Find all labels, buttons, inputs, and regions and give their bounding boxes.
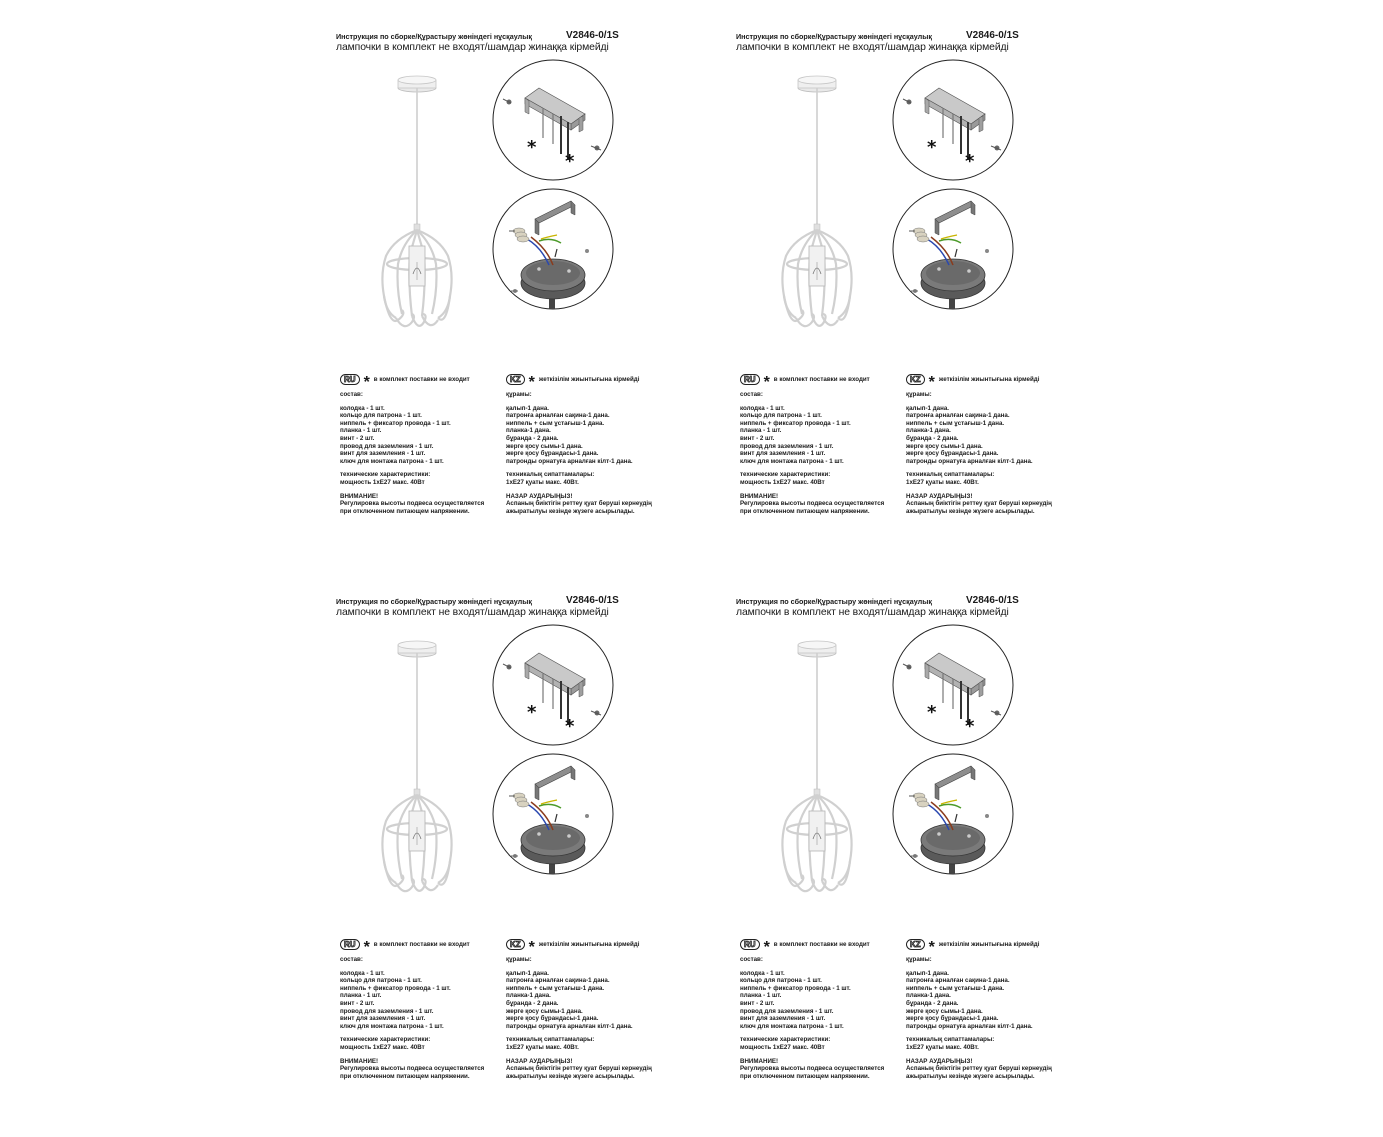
asterisk-marker: * (927, 702, 937, 723)
composition-title: состав: (740, 391, 763, 398)
list-item: винт - 2 шт. (740, 999, 775, 1007)
list-item: ниппель + сым ұстағыш-1 дана. (506, 984, 605, 992)
instructions-kz (506, 939, 676, 1086)
specs-block (906, 471, 1076, 486)
pendant-lamp-illustration (772, 74, 862, 354)
legend-kz (506, 938, 676, 956)
canopy-wiring-detail (491, 187, 615, 311)
warning-title: ВНИМАНИЕ! (340, 1057, 379, 1065)
list-item: кольцо для патрона - 1 шт. (340, 412, 422, 420)
sheet-subtitle: лампочки в комплект не входят/шамдар жинаққа кірмейді (736, 607, 1009, 618)
list-item: винт для заземления - 1 шт. (340, 1015, 426, 1023)
instructions-ru (740, 374, 910, 521)
list-item: ключ для монтажа патрона - 1 шт. (340, 457, 444, 465)
composition-block (506, 391, 676, 399)
composition-title: құрамы: (906, 956, 932, 963)
warning-text: ажыратылуы кезінде жүзеге асырылады. (506, 507, 635, 515)
legend-kz (506, 373, 676, 391)
specs-value: 1хЕ27 қуаты макс. 40Вт. (906, 1043, 979, 1051)
list-item: қалып-1 дана. (906, 969, 949, 977)
composition-title: состав: (340, 956, 363, 963)
list-item: винт - 2 шт. (340, 999, 375, 1007)
mounting-bracket-detail (491, 623, 615, 747)
warning-block (740, 493, 910, 516)
list-item: қалып-1 дана. (906, 404, 949, 412)
list-item: патронға арналған сақина-1 дана. (906, 412, 1010, 420)
list-item: жерге қосу сымы-1 дана. (506, 442, 583, 450)
language-badge-kz: KZ (906, 939, 925, 950)
warning-title: НАЗАР АУДАРЫҢЫЗ! (506, 1057, 573, 1065)
legend-note: жеткізілім жиынтығына кірмейді (538, 375, 640, 383)
composition-title: құрамы: (506, 956, 532, 963)
list-item: жерге қосу сымы-1 дана. (506, 1007, 583, 1015)
list-item: планка - 1 шт. (340, 427, 382, 435)
warning-text: Регулировка высоты подвеса осуществляется (740, 1065, 885, 1073)
legend-ru (340, 373, 510, 391)
list-item: ниппель + фиксатор провода - 1 шт. (740, 984, 851, 992)
specs-value: мощность 1хЕ27 макс. 40Вт (340, 1043, 425, 1051)
warning-block (740, 1058, 910, 1081)
asterisk-marker: * (965, 151, 975, 172)
composition-title: құрамы: (506, 391, 532, 398)
list-item: колодка - 1 шт. (340, 404, 385, 412)
list-item: планка-1 дана. (506, 427, 551, 435)
sheet-title: Инструкция по сборке/Құрастыру жөніндегі нұсқаулық (336, 597, 532, 606)
legend-ru (740, 938, 910, 956)
composition-list (740, 970, 910, 1031)
asterisk-marker: * (927, 137, 937, 158)
list-item: патронды орнатуға арналған кілт-1 дана. (906, 457, 1033, 465)
list-item: ниппель + фиксатор провода - 1 шт. (740, 419, 851, 427)
mounting-bracket-detail (891, 58, 1015, 182)
list-item: колодка - 1 шт. (740, 404, 785, 412)
asterisk-icon: * (363, 938, 370, 956)
legend-note: в комплект поставки не входит (773, 375, 870, 383)
instructions-ru (340, 939, 510, 1086)
sheet-title: Инструкция по сборке/Құрастыру жөніндегі нұсқаулық (336, 32, 532, 41)
list-item: қалып-1 дана. (506, 404, 549, 412)
list-item: кольцо для патрона - 1 шт. (740, 412, 822, 420)
list-item: жерге қосу бұрандасы-1 дана. (906, 450, 999, 458)
list-item: винт для заземления - 1 шт. (740, 1015, 826, 1023)
specs-title: техникалық сипаттамалары: (506, 471, 595, 479)
list-item: винт - 2 шт. (340, 434, 375, 442)
composition-list (340, 405, 510, 466)
list-item: провод для заземления - 1 шт. (340, 442, 434, 450)
list-item: винт для заземления - 1 шт. (340, 450, 426, 458)
legend-note: в комплект поставки не входит (373, 940, 470, 948)
list-item: кольцо для патрона - 1 шт. (740, 977, 822, 985)
warning-text: при отключенном питающем напряжении. (340, 1072, 470, 1080)
list-item: планка - 1 шт. (740, 427, 782, 435)
composition-list (506, 405, 676, 466)
specs-block (506, 471, 676, 486)
legend-ru (740, 373, 910, 391)
warning-block (506, 1058, 676, 1081)
canopy-wiring-detail (891, 187, 1015, 311)
specs-title: технические характеристики: (740, 471, 831, 479)
list-item: қалып-1 дана. (506, 969, 549, 977)
composition-block (340, 956, 510, 964)
composition-block (906, 956, 1076, 964)
composition-block (740, 391, 910, 399)
specs-title: техникалық сипаттамалары: (906, 1036, 995, 1044)
list-item: жерге қосу сымы-1 дана. (906, 1007, 983, 1015)
legend-note: жеткізілім жиынтығына кірмейді (938, 940, 1040, 948)
asterisk-icon: * (763, 373, 770, 391)
language-badge-kz: KZ (906, 374, 925, 385)
instruction-sheet (336, 32, 706, 572)
language-badge-kz: KZ (506, 939, 525, 950)
warning-block (506, 493, 676, 516)
warning-text: Регулировка высоты подвеса осуществляется (340, 1065, 485, 1073)
list-item: колодка - 1 шт. (740, 969, 785, 977)
composition-block (740, 956, 910, 964)
specs-value: мощность 1хЕ27 макс. 40Вт (740, 478, 825, 486)
pendant-lamp-illustration (772, 639, 862, 919)
list-item: бұранда - 2 дана. (506, 999, 559, 1007)
list-item: винт для заземления - 1 шт. (740, 450, 826, 458)
instructions-kz (506, 374, 676, 521)
specs-value: 1хЕ27 қуаты макс. 40Вт. (906, 478, 979, 486)
list-item: жерге қосу бұрандасы-1 дана. (906, 1015, 999, 1023)
asterisk-icon: * (528, 373, 535, 391)
asterisk-marker: * (565, 151, 575, 172)
specs-value: 1хЕ27 қуаты макс. 40Вт. (506, 1043, 579, 1051)
list-item: ниппель + сым ұстағыш-1 дана. (506, 419, 605, 427)
instructions-kz (906, 939, 1076, 1086)
warning-title: НАЗАР АУДАРЫҢЫЗ! (506, 492, 573, 500)
list-item: кольцо для патрона - 1 шт. (340, 977, 422, 985)
specs-block (340, 1036, 510, 1051)
list-item: ниппель + фиксатор провода - 1 шт. (340, 419, 451, 427)
list-item: провод для заземления - 1 шт. (740, 1007, 834, 1015)
list-item: патронға арналған сақина-1 дана. (906, 977, 1010, 985)
list-item: планка-1 дана. (506, 992, 551, 1000)
composition-list (506, 970, 676, 1031)
composition-block (340, 391, 510, 399)
composition-title: құрамы: (906, 391, 932, 398)
list-item: винт - 2 шт. (740, 434, 775, 442)
list-item: планка - 1 шт. (340, 992, 382, 1000)
legend-ru (340, 938, 510, 956)
specs-value: мощность 1хЕ27 макс. 40Вт (740, 1043, 825, 1051)
warning-title: ВНИМАНИЕ! (340, 492, 379, 500)
warning-title: ВНИМАНИЕ! (740, 1057, 779, 1065)
list-item: патронды орнатуға арналған кілт-1 дана. (506, 457, 633, 465)
sheet-subtitle: лампочки в комплект не входят/шамдар жинаққа кірмейді (736, 42, 1009, 53)
composition-block (506, 956, 676, 964)
canopy-wiring-detail (891, 752, 1015, 876)
model-number: V2846-0/1S (966, 30, 1019, 41)
instructions-ru (340, 374, 510, 521)
list-item: патронға арналған сақина-1 дана. (506, 412, 610, 420)
list-item: ключ для монтажа патрона - 1 шт. (740, 457, 844, 465)
warning-block (340, 493, 510, 516)
warning-block (906, 1058, 1076, 1081)
instruction-page (292, 0, 1092, 1131)
legend-kz (906, 938, 1076, 956)
instruction-sheet (736, 32, 1106, 572)
specs-block (506, 1036, 676, 1051)
warning-text: при отключенном питающем напряжении. (740, 1072, 870, 1080)
asterisk-marker: * (965, 716, 975, 737)
asterisk-marker: * (527, 702, 537, 723)
warning-text: Аспаның биіктігін реттеу қуат беруші кернеудің (506, 1065, 652, 1073)
language-badge-ru: RU (340, 374, 360, 385)
list-item: ниппель + сым ұстағыш-1 дана. (906, 419, 1005, 427)
list-item: жерге қосу бұрандасы-1 дана. (506, 1015, 599, 1023)
sheet-title: Инструкция по сборке/Құрастыру жөніндегі нұсқаулық (736, 32, 932, 41)
list-item: ниппель + фиксатор провода - 1 шт. (340, 984, 451, 992)
list-item: планка-1 дана. (906, 427, 951, 435)
asterisk-marker: * (565, 716, 575, 737)
specs-block (340, 471, 510, 486)
language-badge-ru: RU (740, 939, 760, 950)
instructions-ru (740, 939, 910, 1086)
mounting-bracket-detail (891, 623, 1015, 747)
warning-text: при отключенном питающем напряжении. (340, 507, 470, 515)
canopy-wiring-detail (491, 752, 615, 876)
specs-title: техникалық сипаттамалары: (906, 471, 995, 479)
specs-title: технические характеристики: (740, 1036, 831, 1044)
composition-list (740, 405, 910, 466)
warning-text: ажыратылуы кезінде жүзеге асырылады. (906, 1072, 1035, 1080)
list-item: бұранда - 2 дана. (906, 999, 959, 1007)
list-item: провод для заземления - 1 шт. (340, 1007, 434, 1015)
model-number: V2846-0/1S (566, 595, 619, 606)
language-badge-ru: RU (340, 939, 360, 950)
warning-title: ВНИМАНИЕ! (740, 492, 779, 500)
list-item: патронды орнатуға арналған кілт-1 дана. (506, 1022, 633, 1030)
asterisk-icon: * (928, 938, 935, 956)
specs-block (906, 1036, 1076, 1051)
asterisk-icon: * (763, 938, 770, 956)
pendant-lamp-illustration (372, 74, 462, 354)
composition-list (906, 405, 1076, 466)
legend-note: жеткізілім жиынтығына кірмейді (538, 940, 640, 948)
list-item: ключ для монтажа патрона - 1 шт. (740, 1022, 844, 1030)
model-number: V2846-0/1S (566, 30, 619, 41)
composition-block (906, 391, 1076, 399)
warning-text: ажыратылуы кезінде жүзеге асырылады. (506, 1072, 635, 1080)
legend-note: жеткізілім жиынтығына кірмейді (938, 375, 1040, 383)
instructions-kz (906, 374, 1076, 521)
specs-value: мощность 1хЕ27 макс. 40Вт (340, 478, 425, 486)
specs-value: 1хЕ27 қуаты макс. 40Вт. (506, 478, 579, 486)
warning-text: при отключенном питающем напряжении. (740, 507, 870, 515)
sheet-title: Инструкция по сборке/Құрастыру жөніндегі нұсқаулық (736, 597, 932, 606)
language-badge-kz: KZ (506, 374, 525, 385)
sheet-subtitle: лампочки в комплект не входят/шамдар жинаққа кірмейді (336, 42, 609, 53)
warning-title: НАЗАР АУДАРЫҢЫЗ! (906, 1057, 973, 1065)
legend-note: в комплект поставки не входит (373, 375, 470, 383)
composition-list (340, 970, 510, 1031)
list-item: планка-1 дана. (906, 992, 951, 1000)
composition-list (906, 970, 1076, 1031)
list-item: ключ для монтажа патрона - 1 шт. (340, 1022, 444, 1030)
sheet-subtitle: лампочки в комплект не входят/шамдар жинаққа кірмейді (336, 607, 609, 618)
list-item: провод для заземления - 1 шт. (740, 442, 834, 450)
asterisk-icon: * (528, 938, 535, 956)
legend-note: в комплект поставки не входит (773, 940, 870, 948)
warning-title: НАЗАР АУДАРЫҢЫЗ! (906, 492, 973, 500)
list-item: бұранда - 2 дана. (906, 434, 959, 442)
warning-text: Аспаның биіктігін реттеу қуат беруші кернеудің (506, 500, 652, 508)
warning-block (340, 1058, 510, 1081)
list-item: бұранда - 2 дана. (506, 434, 559, 442)
legend-kz (906, 373, 1076, 391)
mounting-bracket-detail (491, 58, 615, 182)
specs-title: технические характеристики: (340, 471, 431, 479)
warning-text: Аспаның биіктігін реттеу қуат беруші кернеудің (906, 500, 1052, 508)
warning-text: ажыратылуы кезінде жүзеге асырылады. (906, 507, 1035, 515)
list-item: патронды орнатуға арналған кілт-1 дана. (906, 1022, 1033, 1030)
asterisk-icon: * (928, 373, 935, 391)
list-item: колодка - 1 шт. (340, 969, 385, 977)
list-item: жерге қосу бұрандасы-1 дана. (506, 450, 599, 458)
instruction-sheet (336, 597, 706, 1137)
specs-block (740, 1036, 910, 1051)
warning-block (906, 493, 1076, 516)
composition-title: состав: (340, 391, 363, 398)
list-item: планка - 1 шт. (740, 992, 782, 1000)
specs-block (740, 471, 910, 486)
warning-text: Регулировка высоты подвеса осуществляется (740, 500, 885, 508)
asterisk-icon: * (363, 373, 370, 391)
instruction-sheet (736, 597, 1106, 1137)
list-item: ниппель + сым ұстағыш-1 дана. (906, 984, 1005, 992)
asterisk-marker: * (527, 137, 537, 158)
specs-title: техникалық сипаттамалары: (506, 1036, 595, 1044)
specs-title: технические характеристики: (340, 1036, 431, 1044)
warning-text: Аспаның биіктігін реттеу қуат беруші кернеудің (906, 1065, 1052, 1073)
language-badge-ru: RU (740, 374, 760, 385)
list-item: жерге қосу сымы-1 дана. (906, 442, 983, 450)
pendant-lamp-illustration (372, 639, 462, 919)
list-item: патронға арналған сақина-1 дана. (506, 977, 610, 985)
composition-title: состав: (740, 956, 763, 963)
warning-text: Регулировка высоты подвеса осуществляется (340, 500, 485, 508)
model-number: V2846-0/1S (966, 595, 1019, 606)
